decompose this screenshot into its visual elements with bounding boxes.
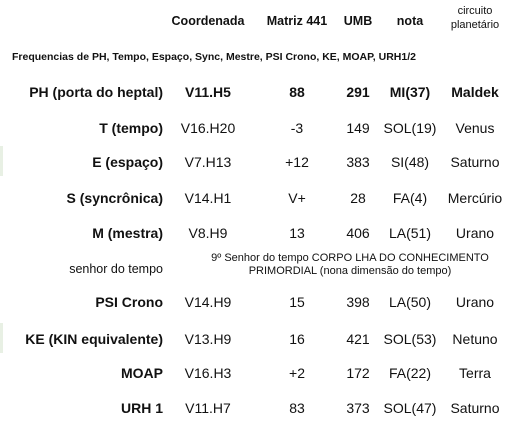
row-marker: [0, 323, 3, 353]
header-matriz: Matriz 441: [266, 14, 328, 28]
row-coordenada: V7.H13: [184, 154, 232, 170]
row-matriz: 15: [289, 294, 305, 310]
row-nota: SI(48): [390, 154, 430, 170]
row-umb: 373: [346, 400, 370, 416]
row-nota: SOL(53): [383, 331, 437, 347]
row-name: PSI Crono: [95, 294, 163, 310]
row-name: URH 1: [120, 400, 163, 416]
header-circuito-line2: planetário: [450, 19, 500, 31]
row-umb: 172: [346, 365, 370, 381]
senhor-note-line2: PRIMORDIAL (nona dimensão do tempo): [248, 265, 452, 277]
row-coordenada: V11.H7: [185, 400, 231, 416]
row-matriz: 13: [289, 225, 305, 241]
row-matriz: +12: [285, 154, 309, 170]
row-matriz: 16: [289, 331, 305, 347]
row-matriz: -3: [290, 120, 304, 136]
header-circuito: [440, 4, 510, 32]
row-matriz: +2: [289, 365, 305, 381]
senhor-note: [180, 252, 517, 278]
subtitle: Frequencias de PH, Tempo, Espaço, Sync, Mestre, PSI Crono, KE, MOAP, URH1/2: [12, 51, 416, 63]
row-planet: Maldek: [451, 84, 499, 100]
senhor-note-line1: 9º Senhor do tempo CORPO LHA DO CONHECIMENTO: [211, 252, 489, 264]
row-umb: 28: [350, 190, 366, 206]
row-nota: LA(51): [388, 225, 432, 241]
row-name: S (syncrônica): [66, 190, 163, 206]
header-umb: UMB: [343, 14, 373, 28]
row-nota: LA(50): [388, 294, 432, 310]
row-name: T (tempo): [99, 120, 163, 136]
row-umb: 406: [346, 225, 370, 241]
row-name: MOAP: [121, 365, 163, 381]
row-planet: Mercúrio: [447, 190, 503, 206]
row-coordenada: V8.H9: [188, 225, 228, 241]
row-coordenada: V16.H3: [184, 365, 232, 381]
row-matriz: 83: [289, 400, 305, 416]
row-matriz: V+: [288, 190, 306, 206]
row-coordenada: V16.H20: [180, 120, 236, 136]
header-coordenada: Coordenada: [171, 14, 245, 28]
row-umb: 421: [346, 331, 370, 347]
row-name: PH (porta do heptal): [29, 84, 163, 100]
row-nota: FA(4): [392, 190, 428, 206]
row-planet: Saturno: [450, 400, 500, 416]
row-planet: Urano: [455, 225, 495, 241]
row-name: M (mestra): [92, 225, 163, 241]
row-umb: 291: [346, 84, 370, 100]
row-nota: FA(22): [388, 365, 431, 381]
header-circuito-line1: circuito: [457, 5, 493, 17]
row-matriz: 88: [289, 84, 305, 100]
row-umb: 398: [346, 294, 370, 310]
row-planet: Saturno: [450, 154, 500, 170]
row-coordenada: V14.H1: [184, 190, 232, 206]
row-nota: SOL(47): [383, 400, 437, 416]
row-nota: SOL(19): [383, 120, 437, 136]
row-marker: [0, 146, 3, 176]
row-coordenada: V14.H9: [184, 294, 232, 310]
row-name: KE (KIN equivalente): [25, 331, 163, 347]
row-name: E (espaço): [92, 154, 163, 170]
row-umb: 149: [346, 120, 370, 136]
row-planet: Venus: [455, 120, 495, 136]
senhor-label: senhor do tempo: [69, 262, 163, 276]
row-coordenada: V13.H9: [184, 331, 232, 347]
row-planet: Urano: [455, 294, 495, 310]
row-nota: MI(37): [389, 84, 431, 100]
row-planet: Terra: [459, 365, 491, 381]
row-coordenada: V11.H5: [185, 84, 231, 100]
row-planet: Netuno: [452, 331, 498, 347]
header-nota: nota: [396, 14, 424, 28]
row-umb: 383: [346, 154, 370, 170]
